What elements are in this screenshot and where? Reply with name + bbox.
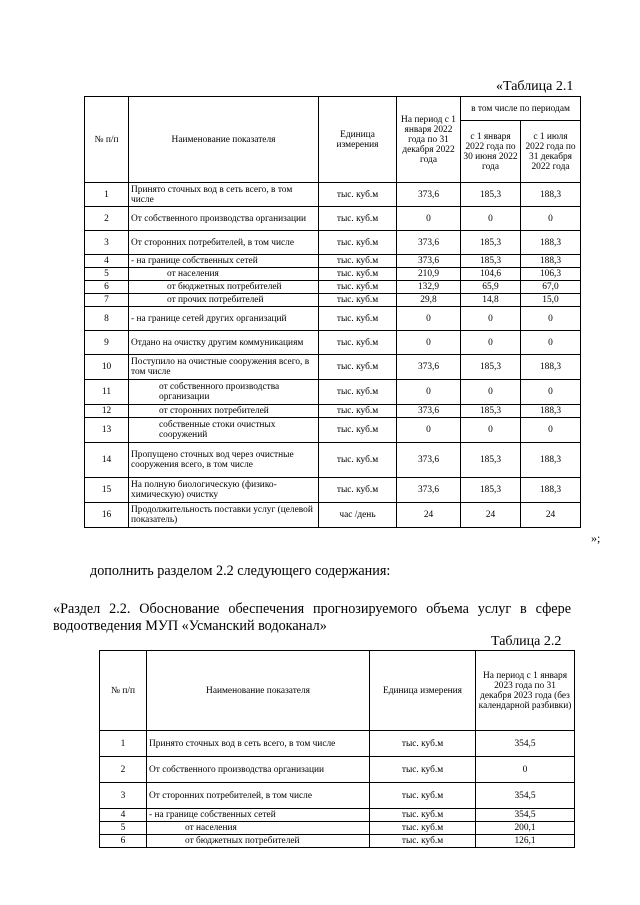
cell-unit: тыс. куб.м [319,443,397,478]
table-closing-mark: »; [591,531,601,545]
table-row [85,307,581,331]
cell-unit: тыс. куб.м [319,418,397,443]
cell-unit: тыс. куб.м [319,380,397,405]
cell-num: 9 [85,331,129,355]
cell-total: 354,5 [476,783,575,809]
table-row [85,380,581,405]
cell-period-1: 14,8 [461,294,521,307]
cell-total: 0 [476,757,575,783]
cell-total: 373,6 [397,443,461,478]
cell-name: Отдано на очистку другим коммуникациям [129,331,319,355]
cell-name: Принято сточных вод в сеть всего, в том числе [129,183,319,207]
table-row [85,478,581,503]
cell-num: 3 [85,231,129,255]
cell-period-1: 185,3 [461,231,521,255]
cell-period-1: 24 [461,503,521,528]
cell-name: От сторонних потребителей, в том числе [147,783,370,809]
cell-num: 13 [85,418,129,443]
cell-period-2: 15,0 [521,294,581,307]
cell-period-2: 188,3 [521,355,581,380]
cell-num: 6 [85,281,129,294]
header-num: № п/п [100,651,147,731]
cell-period-1: 185,3 [461,478,521,503]
cell-num: 16 [85,503,129,528]
table-row [85,331,581,355]
cell-num: 5 [85,268,129,281]
cell-total: 0 [397,307,461,331]
table-2-1 [84,96,581,528]
cell-unit: тыс. куб.м [319,207,397,231]
cell-total: 373,6 [397,231,461,255]
cell-num: 1 [85,183,129,207]
table-row [85,443,581,478]
cell-period-1: 0 [461,331,521,355]
cell-period-2: 188,3 [521,443,581,478]
cell-name: Продолжительность поставки услуг (целевой показатель) [129,503,319,528]
cell-total: 354,5 [476,809,575,822]
table-row [85,268,581,281]
cell-unit: тыс. куб.м [319,331,397,355]
cell-name: от прочих потребителей [129,294,319,307]
cell-unit: тыс. куб.м [370,835,476,848]
cell-unit: тыс. куб.м [370,731,476,757]
table-row [100,835,575,848]
cell-name: от сторонних потребителей [129,405,319,418]
cell-num: 6 [100,835,147,848]
cell-num: 3 [100,783,147,809]
cell-unit: тыс. куб.м [319,307,397,331]
cell-total: 132,9 [397,281,461,294]
cell-period-1: 0 [461,418,521,443]
cell-period-2: 24 [521,503,581,528]
cell-unit: тыс. куб.м [319,405,397,418]
cell-name: От сторонних потребителей, в том числе [129,231,319,255]
cell-name: от населения [147,822,370,835]
cell-unit: тыс. куб.м [319,281,397,294]
cell-period-1: 185,3 [461,183,521,207]
table-row [85,231,581,255]
cell-unit: тыс. куб.м [319,294,397,307]
table-2-1-caption: «Таблица 2.1 [496,79,574,94]
table-row [100,757,575,783]
cell-num: 7 [85,294,129,307]
cell-num: 4 [100,809,147,822]
cell-period-1: 0 [461,207,521,231]
cell-name: Пропущено сточных вод через очистные сооружения всего, в том числе [129,443,319,478]
cell-period-2: 0 [521,418,581,443]
cell-period-2: 188,3 [521,231,581,255]
cell-period-2: 188,3 [521,478,581,503]
cell-num: 12 [85,405,129,418]
cell-num: 10 [85,355,129,380]
cell-num: 1 [100,731,147,757]
table-row [85,207,581,231]
cell-unit: тыс. куб.м [370,822,476,835]
table-row [85,255,581,268]
cell-total: 373,6 [397,183,461,207]
header-num: № п/п [85,97,129,183]
cell-period-1: 104,6 [461,268,521,281]
cell-name: - на границе сетей других организаций [129,307,319,331]
cell-name: Поступило на очистные сооружения всего, в том числе [129,355,319,380]
table-row [85,418,581,443]
cell-num: 15 [85,478,129,503]
table-row [100,783,575,809]
cell-unit: тыс. куб.м [319,355,397,380]
cell-total: 126,1 [476,835,575,848]
header-unit: Единица измерения [319,97,397,183]
table-2-2-caption: Таблица 2.2 [491,634,562,649]
cell-name: - на границе собственных сетей [129,255,319,268]
cell-period-2: 0 [521,307,581,331]
cell-name: От собственного производства организации [147,757,370,783]
cell-num: 4 [85,255,129,268]
cell-unit: тыс. куб.м [319,478,397,503]
cell-name: От собственного производства организации [129,207,319,231]
cell-period-2: 0 [521,331,581,355]
table-row [85,281,581,294]
cell-total: 373,6 [397,405,461,418]
table-2-2 [99,650,575,848]
cell-total: 200,1 [476,822,575,835]
cell-period-2: 188,3 [521,255,581,268]
cell-period-2: 67,0 [521,281,581,294]
table-row [100,822,575,835]
cell-period-1: 185,3 [461,405,521,418]
header-total: На период с 1 января 2022 года по 31 декабря 2022 года [397,97,461,183]
cell-num: 11 [85,380,129,405]
cell-period-2: 0 [521,207,581,231]
table-row [100,809,575,822]
table-row [85,503,581,528]
cell-period-1: 185,3 [461,255,521,268]
cell-unit: тыс. куб.м [319,268,397,281]
amendment-paragraph: дополнить разделом 2.2 следующего содержания: [90,563,391,579]
cell-unit: тыс. куб.м [319,255,397,268]
cell-name: собственные стоки очистных сооружений [129,418,319,443]
table-row [85,405,581,418]
cell-num: 14 [85,443,129,478]
cell-total: 373,6 [397,355,461,380]
cell-name: На полную биологическую (физико-химическую) очистку [129,478,319,503]
table-header-row [100,651,575,731]
cell-num: 2 [85,207,129,231]
cell-total: 373,6 [397,255,461,268]
cell-unit: тыс. куб.м [370,809,476,822]
header-group: в том числе по периодам [461,97,581,121]
cell-unit: тыс. куб.м [319,231,397,255]
header-name: Наименование показателя [147,651,370,731]
cell-total: 0 [397,207,461,231]
cell-period-1: 0 [461,307,521,331]
cell-name: от населения [129,268,319,281]
cell-total: 29,8 [397,294,461,307]
header-period-1: с 1 января 2022 года по 30 июня 2022 года [461,121,521,183]
cell-total: 354,5 [476,731,575,757]
cell-period-1: 185,3 [461,443,521,478]
table-row [85,294,581,307]
cell-name: от бюджетных потребителей [147,835,370,848]
cell-num: 5 [100,822,147,835]
header-unit: Единица измерения [370,651,476,731]
cell-total: 0 [397,418,461,443]
cell-period-2: 188,3 [521,405,581,418]
section-heading: «Раздел 2.2. Обоснование обеспечения прогнозируемого объема услуг в сфере водоотведения МУП «Усманский водоканал» [53,601,571,634]
cell-name: - на границе собственных сетей [147,809,370,822]
table-header-row [85,97,581,121]
cell-name: Принято сточных вод в сеть всего, в том числе [147,731,370,757]
cell-total: 0 [397,331,461,355]
cell-total: 373,6 [397,478,461,503]
table-row [100,731,575,757]
cell-period-2: 0 [521,380,581,405]
cell-unit: тыс. куб.м [319,183,397,207]
cell-total: 24 [397,503,461,528]
cell-unit: час /день [319,503,397,528]
cell-num: 2 [100,757,147,783]
cell-period-1: 185,3 [461,355,521,380]
cell-period-1: 65,9 [461,281,521,294]
cell-period-2: 106,3 [521,268,581,281]
header-period-2: с 1 июля 2022 года по 31 декабря 2022 года [521,121,581,183]
cell-unit: тыс. куб.м [370,783,476,809]
table-row [85,355,581,380]
cell-period-2: 188,3 [521,183,581,207]
cell-period-1: 0 [461,380,521,405]
cell-total: 0 [397,380,461,405]
cell-name: от собственного производства организации [129,380,319,405]
cell-num: 8 [85,307,129,331]
table-row [85,183,581,207]
cell-total: 210,9 [397,268,461,281]
cell-unit: тыс. куб.м [370,757,476,783]
header-name: Наименование показателя [129,97,319,183]
header-total: На период с 1 января 2023 года по 31 декабря 2023 года (без календарной разбивки) [476,651,575,731]
cell-name: от бюджетных потребителей [129,281,319,294]
